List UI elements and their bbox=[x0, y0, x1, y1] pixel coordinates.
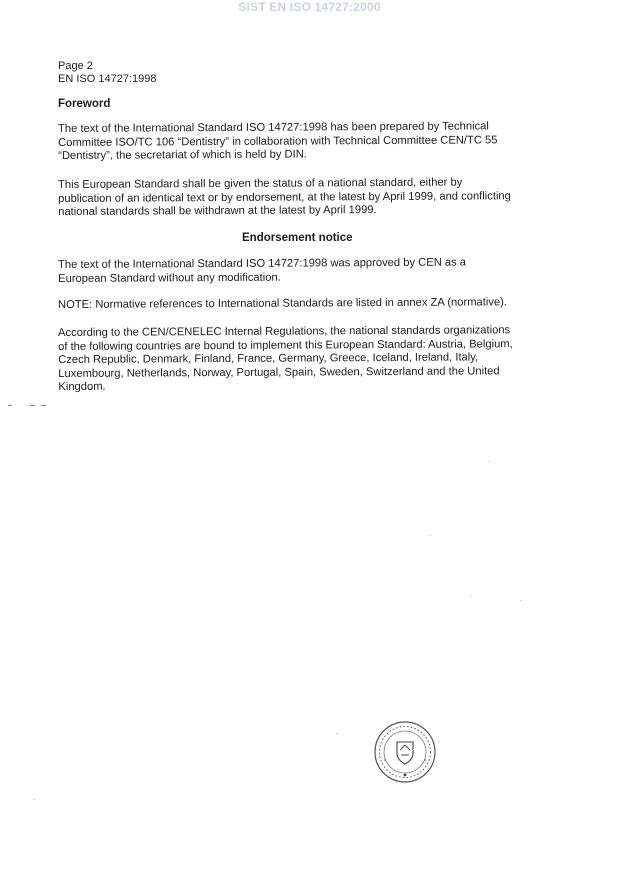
text-line: NOTE: Normative references to International Standards are listed in annex ZA (normative). bbox=[58, 296, 508, 311]
endorsement-paragraph-2 bbox=[58, 324, 548, 395]
text-line: According to the CEN/CENELEC Internal Regulations, the national standards organizations bbox=[58, 324, 511, 339]
scan-speck bbox=[336, 733, 337, 734]
text-line: national standards shall be withdrawn at the latest by April 1999. bbox=[58, 204, 377, 219]
text-line: The text of the International Standard ISO 14727:1998 was approved by CEN as a bbox=[58, 256, 467, 271]
scan-mark bbox=[30, 405, 35, 406]
text-line: This European Standard shall be given the status of a national standard, either by bbox=[58, 176, 463, 191]
scan-speck bbox=[489, 461, 490, 462]
stamp-seal-icon bbox=[373, 720, 437, 784]
page-header bbox=[58, 60, 156, 86]
foreword-heading: Foreword bbox=[58, 98, 111, 110]
text-line: Committee ISO/TC 106 “Dentistry” in collaboration with Technical Committee CEN/TC 55 bbox=[58, 133, 498, 149]
watermark: SIST EN ISO 14727:2000 bbox=[238, 0, 381, 14]
scan-speck bbox=[520, 600, 521, 601]
text-line: “Dentistry”, the secretariat of which is held by DIN. bbox=[58, 148, 307, 163]
scan-mark bbox=[8, 405, 12, 406]
normative-note bbox=[58, 296, 548, 313]
text-line: Luxembourg, Netherlands, Norway, Portugal, Spain, Sweden, Switzerland and the United bbox=[58, 365, 500, 380]
foreword-paragraph-1 bbox=[58, 120, 536, 164]
scan-speck bbox=[430, 535, 431, 536]
scan-speck bbox=[34, 799, 35, 800]
text-line: The text of the International Standard ISO 14727:1998 has been prepared by Technical bbox=[58, 120, 489, 135]
foreword-paragraph-2 bbox=[58, 176, 536, 220]
text-line: European Standard without any modification. bbox=[58, 271, 281, 285]
scan-speck bbox=[470, 595, 471, 596]
text-line: publication of an identical text or by endorsement, at the latest by April 1999, and conflicting bbox=[58, 189, 511, 205]
endorsement-heading: Endorsement notice bbox=[242, 232, 353, 244]
scan-mark bbox=[41, 405, 46, 406]
text-line: of the following countries are bound to implement this European Standard: Austria, Belgium, bbox=[58, 337, 513, 353]
standard-reference: EN ISO 14727:1998 bbox=[58, 73, 157, 85]
text-line: Kingdom. bbox=[58, 381, 106, 394]
endorsement-paragraph-1 bbox=[58, 256, 536, 286]
page-number: Page 2 bbox=[58, 60, 93, 72]
text-line: Czech Republic, Denmark, Finland, France, Germany, Greece, Iceland, Ireland, Italy, bbox=[58, 351, 479, 367]
